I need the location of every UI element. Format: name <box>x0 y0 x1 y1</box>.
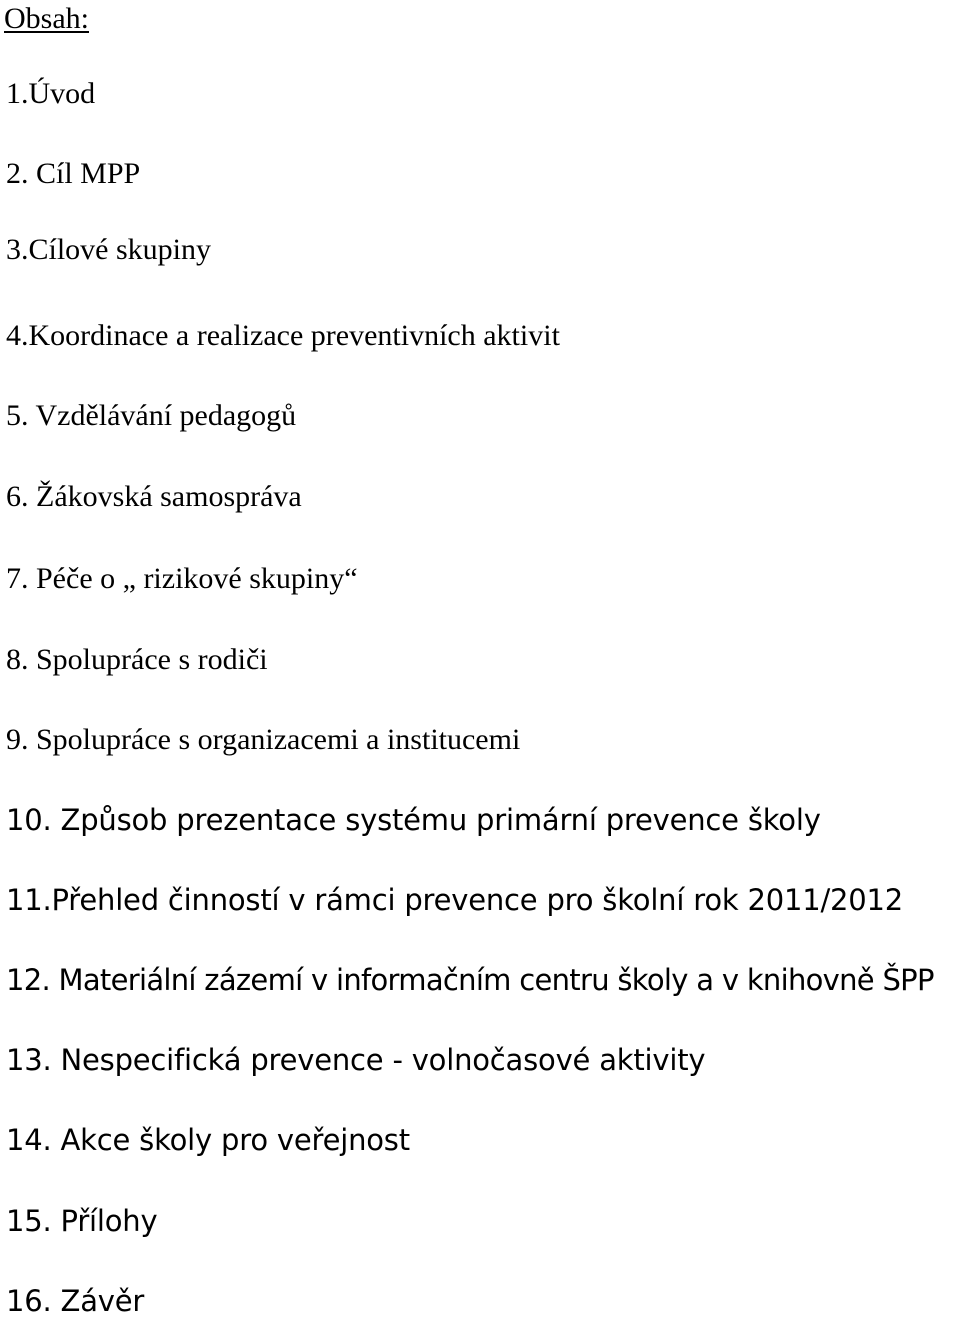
toc-item-1: 1.Úvod <box>6 77 96 110</box>
toc-item-16: 16. Závěr <box>6 1284 145 1318</box>
toc-item-11: 11.Přehled činností v rámci prevence pro školní rok 2011/2012 <box>6 883 904 917</box>
toc-heading: Obsah: <box>4 2 89 35</box>
toc-item-10: 10. Způsob prezentace systému primární prevence školy <box>6 803 821 837</box>
toc-item-3: 3.Cílové skupiny <box>6 233 212 266</box>
toc-item-6: 6. Žákovská samospráva <box>6 480 302 513</box>
toc-item-12: 12. Materiální zázemí v informačním centru školy a v knihovně ŠPP <box>6 963 934 997</box>
toc-item-7: 7. Péče o „ rizikové skupiny“ <box>6 562 358 595</box>
toc-item-13: 13. Nespecifická prevence - volnočasové aktivity <box>6 1043 706 1077</box>
toc-item-15: 15. Přílohy <box>6 1204 158 1238</box>
toc-item-5: 5. Vzdělávání pedagogů <box>6 399 297 432</box>
toc-item-2: 2. Cíl MPP <box>6 157 141 190</box>
toc-item-9: 9. Spolupráce s organizacemi a institucemi <box>6 723 521 756</box>
toc-item-4: 4.Koordinace a realizace preventivních aktivit <box>6 319 560 352</box>
toc-item-14: 14. Akce školy pro veřejnost <box>6 1123 410 1157</box>
toc-item-8: 8. Spolupráce s rodiči <box>6 643 268 676</box>
